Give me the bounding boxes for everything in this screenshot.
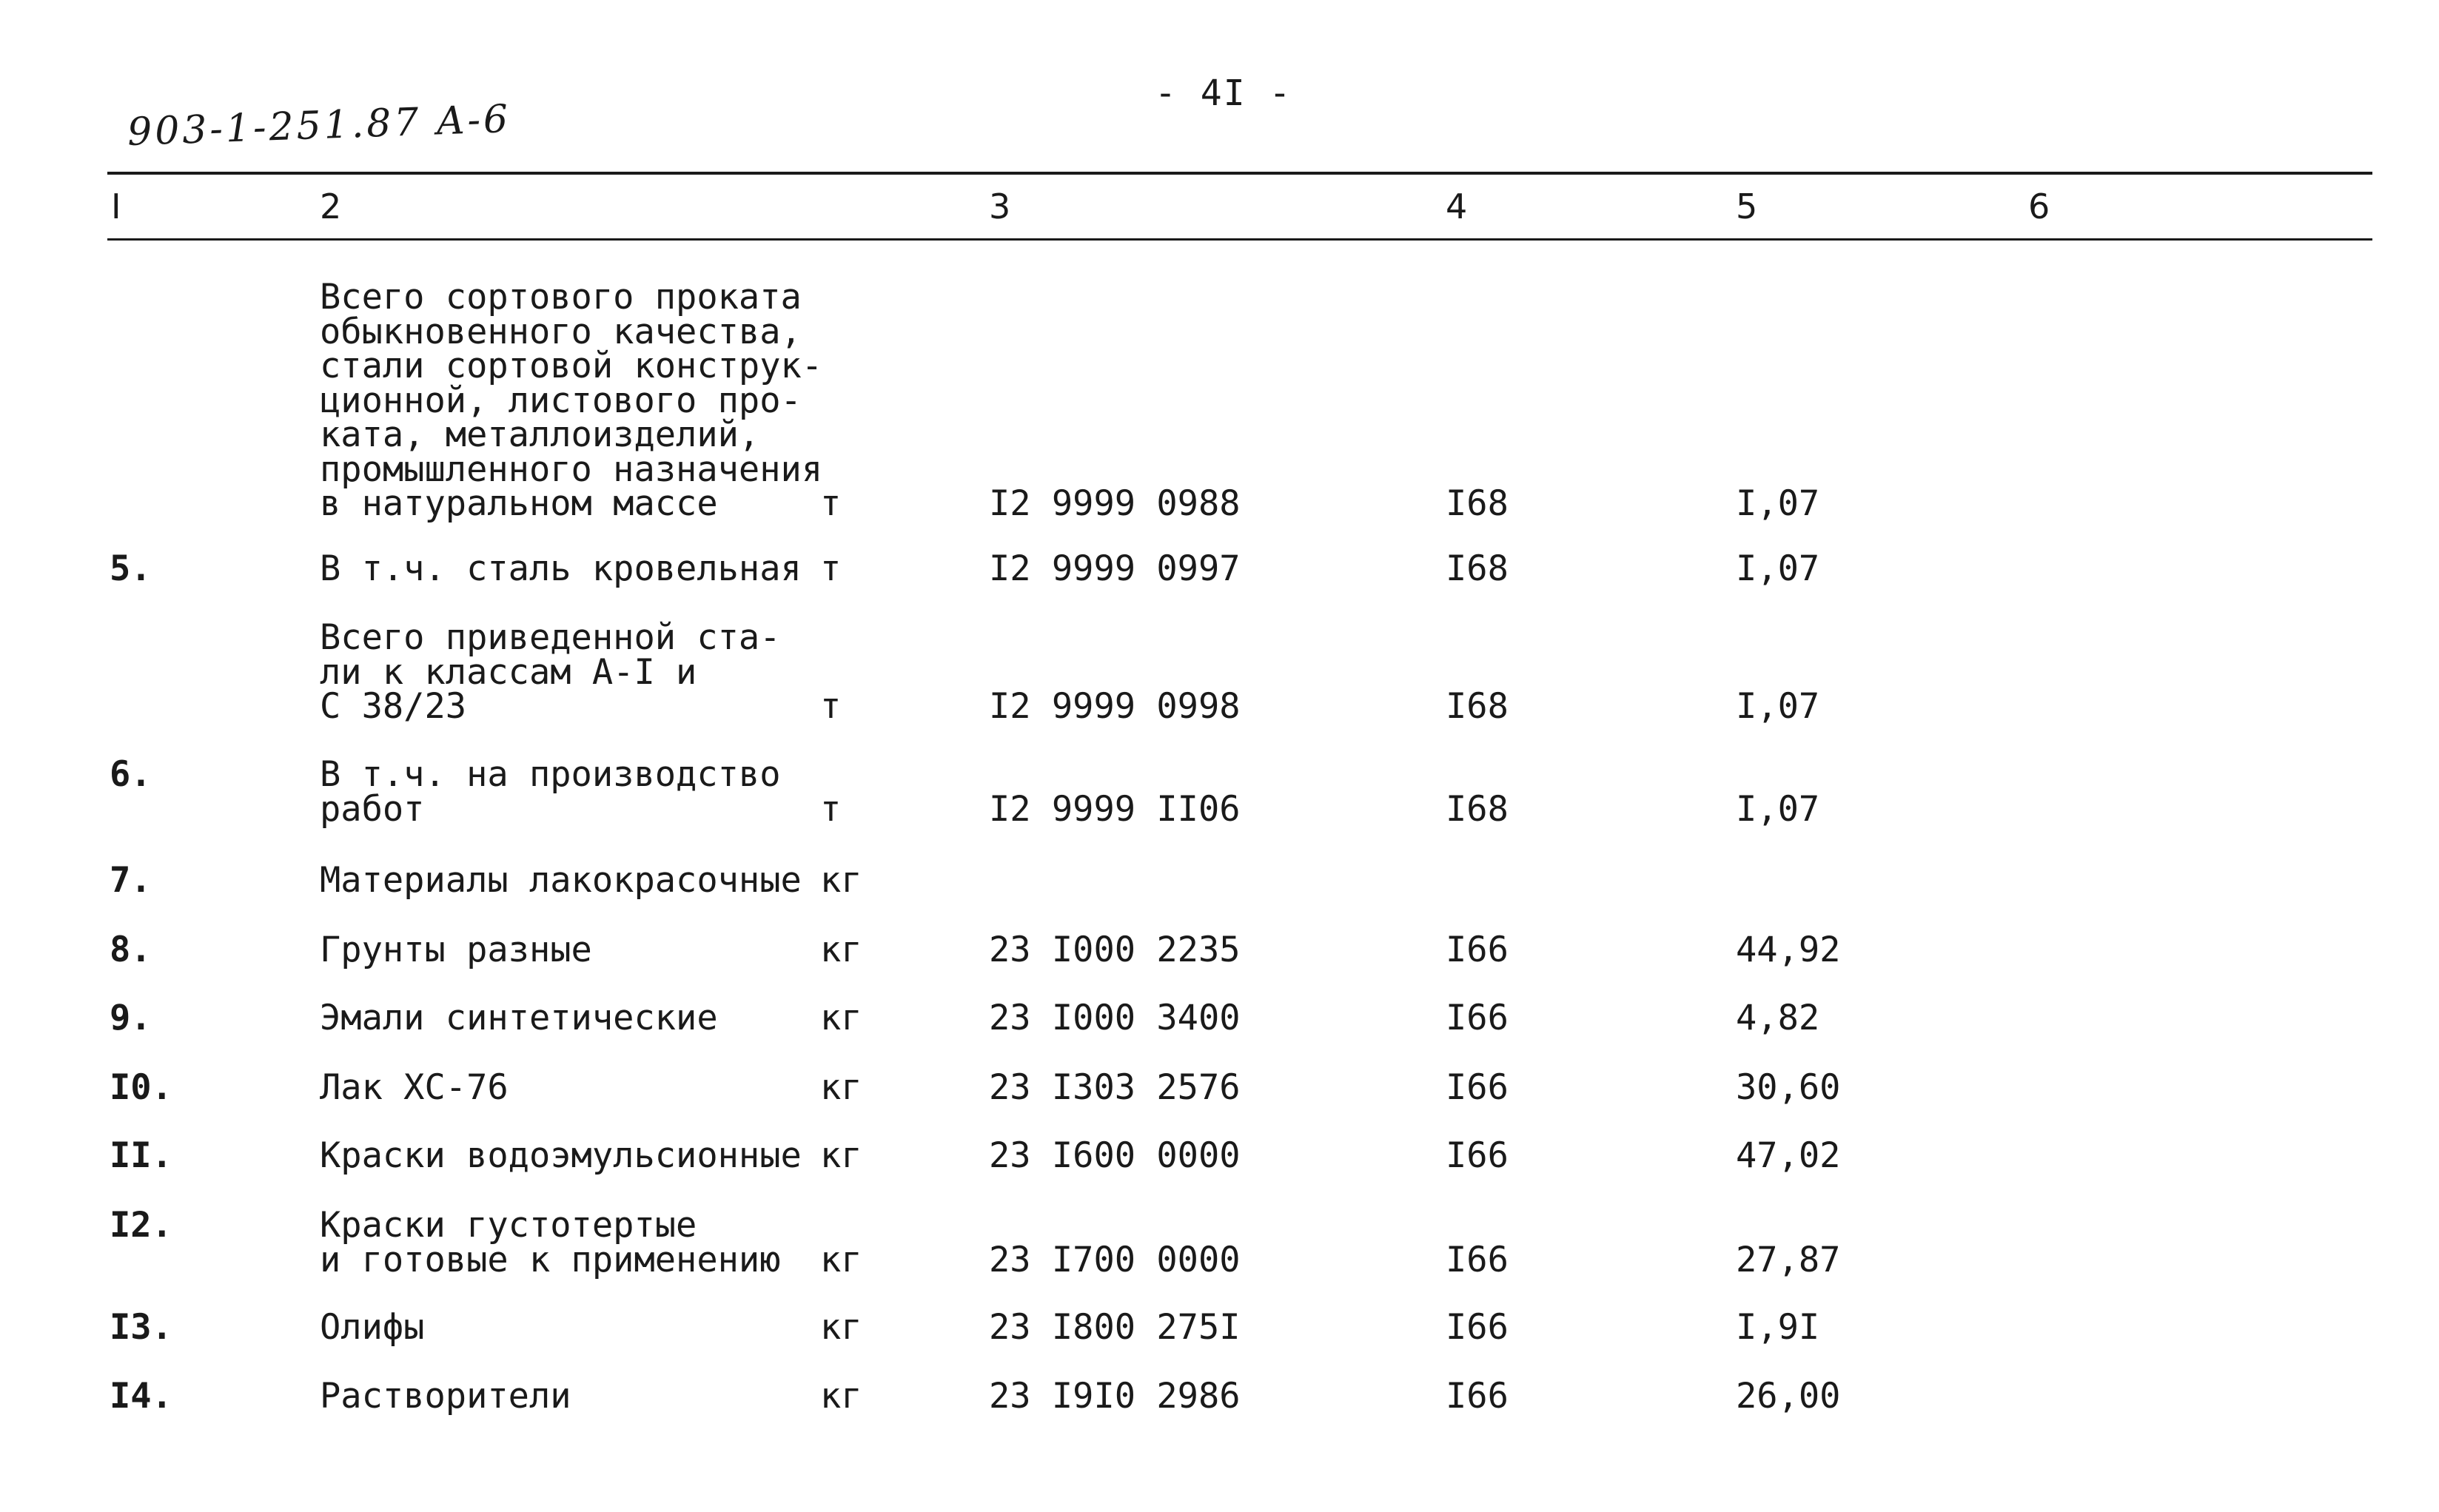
row-code: I2 9999 0988 xyxy=(989,483,1241,524)
row-name-line: обыкновенного качества, xyxy=(320,311,802,352)
row-unit: т xyxy=(820,788,842,830)
row-name-line: Всего сортового проката xyxy=(320,277,802,317)
row-unit: т xyxy=(820,548,842,589)
row-unit: кг xyxy=(820,1239,862,1280)
row-col5: 30,60 xyxy=(1736,1067,1841,1108)
row-col4: I66 xyxy=(1446,1239,1509,1280)
row-col5: I,07 xyxy=(1736,686,1820,727)
row-number: I4. xyxy=(110,1376,172,1417)
row-name-line: стали сортовой конструк- xyxy=(320,346,823,386)
row-number: I0. xyxy=(110,1067,172,1108)
row-name-line: Грунты разные xyxy=(320,930,592,970)
row-name-line: Краски густотертые xyxy=(320,1205,697,1246)
row-name-line: Лак ХС-76 xyxy=(320,1067,509,1108)
row-name-line: Краски водоэмульсионные xyxy=(320,1135,802,1176)
document-code: 903-1-251.87 A-6 xyxy=(127,96,512,155)
row-name-line: в натуральном массе xyxy=(320,483,718,524)
row-number: 6. xyxy=(110,754,152,795)
row-col5: I,07 xyxy=(1736,483,1820,524)
row-col5: 27,87 xyxy=(1736,1239,1841,1280)
column-header-6: 6 xyxy=(2028,187,2050,226)
row-col5: 26,00 xyxy=(1736,1376,1841,1417)
row-name-line: работ xyxy=(320,788,425,830)
row-unit: кг xyxy=(820,998,862,1038)
row-name-line: В т.ч. на производство xyxy=(320,754,781,795)
row-number: 9. xyxy=(110,998,152,1038)
row-col4: I68 xyxy=(1446,686,1509,727)
row-number: I3. xyxy=(110,1307,172,1348)
row-name-line: ли к классам А-I и xyxy=(320,651,697,693)
row-name-line: Материалы лакокрасочные xyxy=(320,860,802,901)
row-unit: кг xyxy=(820,1067,862,1108)
row-name-line: ката, металлоизделий, xyxy=(320,414,760,455)
row-col4: I66 xyxy=(1446,1067,1509,1108)
row-code: 23 I000 3400 xyxy=(989,998,1241,1038)
column-header-3: 3 xyxy=(989,187,1011,226)
column-header-2: 2 xyxy=(320,187,342,226)
row-code: 23 I303 2576 xyxy=(989,1067,1241,1108)
row-code: I2 9999 II06 xyxy=(989,788,1241,830)
row-code: 23 I700 0000 xyxy=(989,1239,1241,1280)
row-col4: I68 xyxy=(1446,788,1509,830)
row-name-line: С 38/23 xyxy=(320,686,467,727)
row-number: 7. xyxy=(110,860,152,901)
row-number: II. xyxy=(110,1135,172,1176)
row-col5: 4,82 xyxy=(1736,998,1820,1038)
row-col5: 44,92 xyxy=(1736,930,1841,970)
row-code: 23 I9I0 2986 xyxy=(989,1376,1241,1417)
row-name-line: Олифы xyxy=(320,1307,425,1348)
row-unit: кг xyxy=(820,1376,862,1417)
row-col5: I,9I xyxy=(1736,1307,1820,1348)
row-code: I2 9999 0998 xyxy=(989,686,1241,727)
row-col4: I66 xyxy=(1446,1135,1509,1176)
row-col4: I66 xyxy=(1446,1307,1509,1348)
row-number: 5. xyxy=(110,548,152,589)
row-name-line: Всего приведенной ста- xyxy=(320,617,781,658)
row-unit: кг xyxy=(820,930,862,970)
column-header-5: 5 xyxy=(1736,187,1758,226)
row-unit: кг xyxy=(820,1135,862,1176)
column-header-1: I xyxy=(111,187,121,226)
row-name-line: Эмали синтетические xyxy=(320,998,718,1038)
column-header-4: 4 xyxy=(1446,187,1468,226)
row-col4: I66 xyxy=(1446,930,1509,970)
row-number: I2. xyxy=(110,1205,172,1246)
row-name-line: ционной, листового про- xyxy=(320,380,802,421)
row-name-line: и готовые к применению xyxy=(320,1239,781,1280)
row-code: 23 I800 275I xyxy=(989,1307,1241,1348)
row-name-line: В т.ч. сталь кровельная xyxy=(320,548,802,589)
row-col5: I,07 xyxy=(1736,788,1820,830)
row-unit: кг xyxy=(820,860,862,901)
row-col4: I68 xyxy=(1446,483,1509,524)
row-code: 23 I600 0000 xyxy=(989,1135,1241,1176)
row-name-line: промышленного назначения xyxy=(320,448,823,490)
row-number: 8. xyxy=(110,930,152,970)
row-code: 23 I000 2235 xyxy=(989,930,1241,970)
row-col5: I,07 xyxy=(1736,548,1820,589)
row-name-line: Растворители xyxy=(320,1376,571,1417)
row-unit: т xyxy=(820,483,842,524)
row-col4: I68 xyxy=(1446,548,1509,589)
row-col4: I66 xyxy=(1446,998,1509,1038)
row-col4: I66 xyxy=(1446,1376,1509,1417)
page-number: - 4I - xyxy=(1155,73,1292,114)
row-unit: кг xyxy=(820,1307,862,1348)
row-unit: т xyxy=(820,686,842,727)
row-code: I2 9999 0997 xyxy=(989,548,1241,589)
row-col5: 47,02 xyxy=(1736,1135,1841,1176)
